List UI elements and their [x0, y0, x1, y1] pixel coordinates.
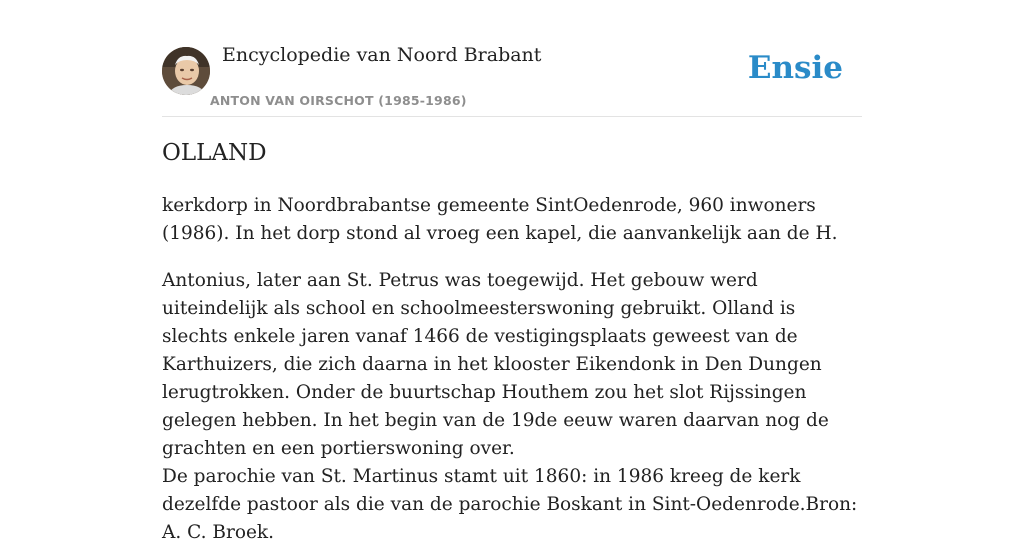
author-name[interactable]: ANTON VAN OIRSCHOT (1985-1986): [210, 93, 467, 108]
article-paragraph: kerkdorp in Noordbrabantse gemeente SintOedenrode, 960 inwoners (1986). In het dorp stond al vroeg een kapel, die aanvankelijk aan de H.: [162, 195, 838, 244]
article-paragraph: Antonius, later aan St. Petrus was toegewijd. Het gebouw werd uiteindelijk als school en schoolmeesterswoning gebruikt. Olland is slechts enkele jaren vanaf 1466 de vestigingsplaats geweest van de Karthuizers, die zich daarna in het klooster Eikendonk in Den Dungen lerugtrokken. Onder de buurtschap Houthem zou het slot Rijssingen gelegen hebben. In het begin van de 19de eeuw waren daarvan nog de grachten en een portierswoning over.: [162, 270, 829, 459]
author-portrait-icon: [162, 47, 210, 95]
article-title: OLLAND: [162, 140, 267, 166]
source-title[interactable]: Encyclopedie van Noord Brabant: [222, 44, 542, 66]
page: [162, 0, 862, 543]
article-paragraph: De parochie van St. Martinus stamt uit 1860: in 1986 kreeg de kerk dezelfde pastoor als die van de parochie Boskant in Sint-Oedenrode.Bron: A. C. Broek.: [162, 466, 858, 543]
brand-logo[interactable]: Ensie: [747, 50, 843, 86]
avatar[interactable]: [162, 47, 210, 95]
header: [162, 0, 862, 117]
